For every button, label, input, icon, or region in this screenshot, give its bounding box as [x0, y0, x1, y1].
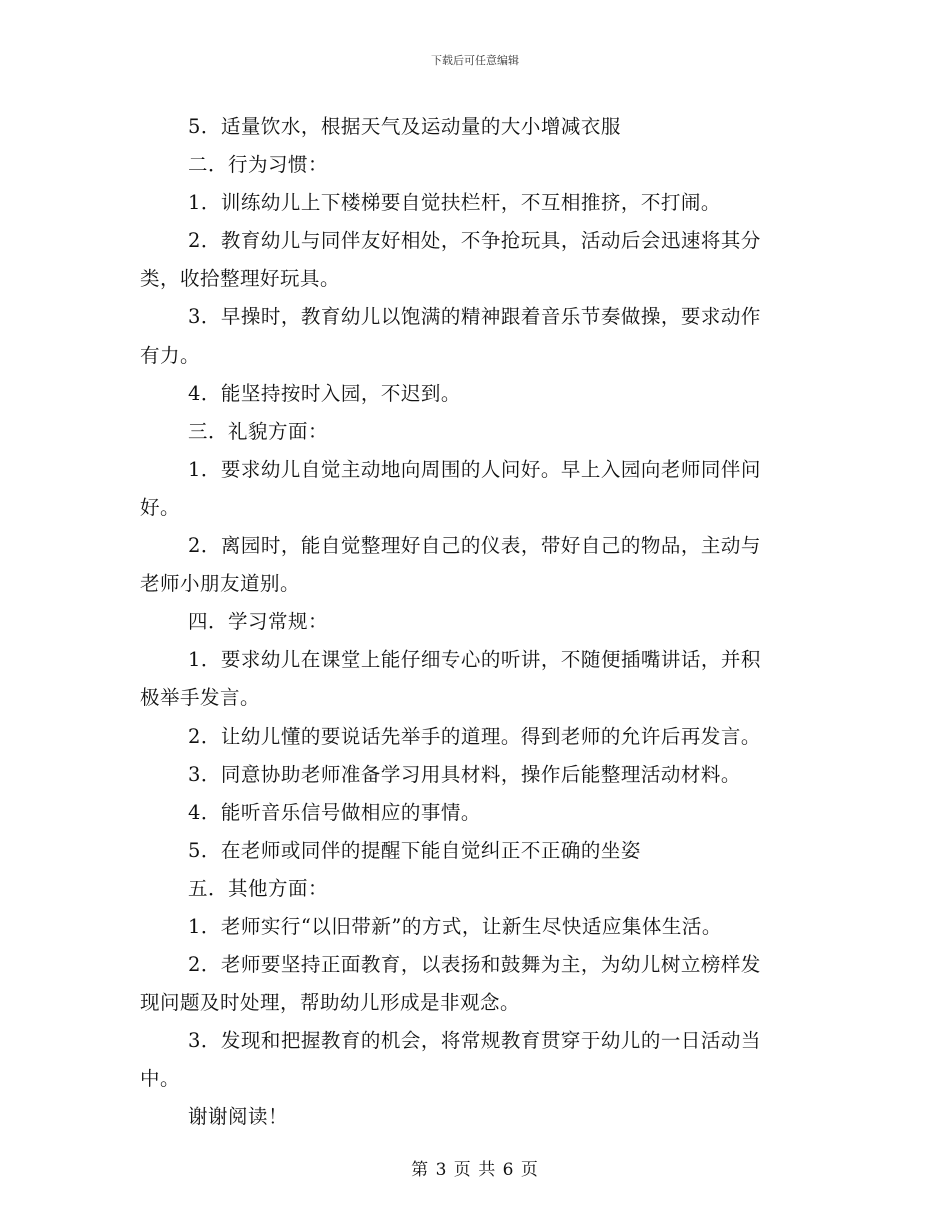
text-line: 好。 [140, 495, 181, 519]
text-line: 三．礼貌方面： [188, 419, 329, 443]
text-line: 极举手发言。 [140, 686, 261, 710]
text-line: 1．训练幼儿上下楼梯要自觉扶栏杆，不互相推挤，不打闹。 [188, 191, 721, 215]
text-line: 老师小朋友道别。 [140, 572, 301, 596]
text-line: 有力。 [140, 343, 201, 367]
text-line: 谢谢阅读！ [188, 1105, 289, 1129]
text-line: 2．老师要坚持正面教育，以表扬和鼓舞为主，为幼儿树立榜样发 [188, 953, 761, 977]
text-line: 类，收拾整理好玩具。 [140, 267, 341, 291]
text-line: 5．在老师或同伴的提醒下能自觉纠正不正确的坐姿 [188, 838, 641, 862]
text-line: 4．能坚持按时入园，不迟到。 [188, 381, 461, 405]
text-line: 五．其他方面： [188, 876, 329, 900]
text-line: 1．要求幼儿在课堂上能仔细专心的听讲，不随便插嘴讲话，并积 [188, 648, 761, 672]
document-body [140, 108, 808, 1137]
text-line: 1．要求幼儿自觉主动地向周围的人问好。早上入园向老师同伴问 [188, 457, 761, 481]
text-line: 二．行为习惯： [188, 153, 329, 177]
text-line: 中。 [140, 1067, 181, 1091]
text-line: 3．同意协助老师准备学习用具材料，操作后能整理活动材料。 [188, 762, 741, 786]
page-footer: 第 3 页 共 6 页 [411, 1160, 539, 1180]
text-line: 1．老师实行“以旧带新”的方式，让新生尽快适应集体生活。 [188, 914, 722, 938]
text-line: 4．能听音乐信号做相应的事情。 [188, 800, 481, 824]
text-line: 2．让幼儿懂的要说话先举手的道理。得到老师的允许后再发言。 [188, 724, 761, 748]
text-line: 2．教育幼儿与同伴友好相处，不争抢玩具，活动后会迅速将其分 [188, 229, 761, 253]
page-header: 下载后可任意编辑 [431, 54, 519, 67]
text-line: 5．适量饮水，根据天气及运动量的大小增减衣服 [188, 115, 621, 138]
text-line: 现问题及时处理，帮助幼儿形成是非观念。 [140, 991, 521, 1015]
text-line: 3．发现和把握教育的机会，将常规教育贯穿于幼儿的一日活动当 [188, 1029, 761, 1053]
text-line: 四．学习常规： [188, 610, 329, 634]
text-line: 3．早操时，教育幼儿以饱满的精神跟着音乐节奏做操，要求动作 [188, 305, 761, 329]
text-line: 2．离园时，能自觉整理好自己的仪表，带好自己的物品，主动与 [188, 534, 761, 558]
